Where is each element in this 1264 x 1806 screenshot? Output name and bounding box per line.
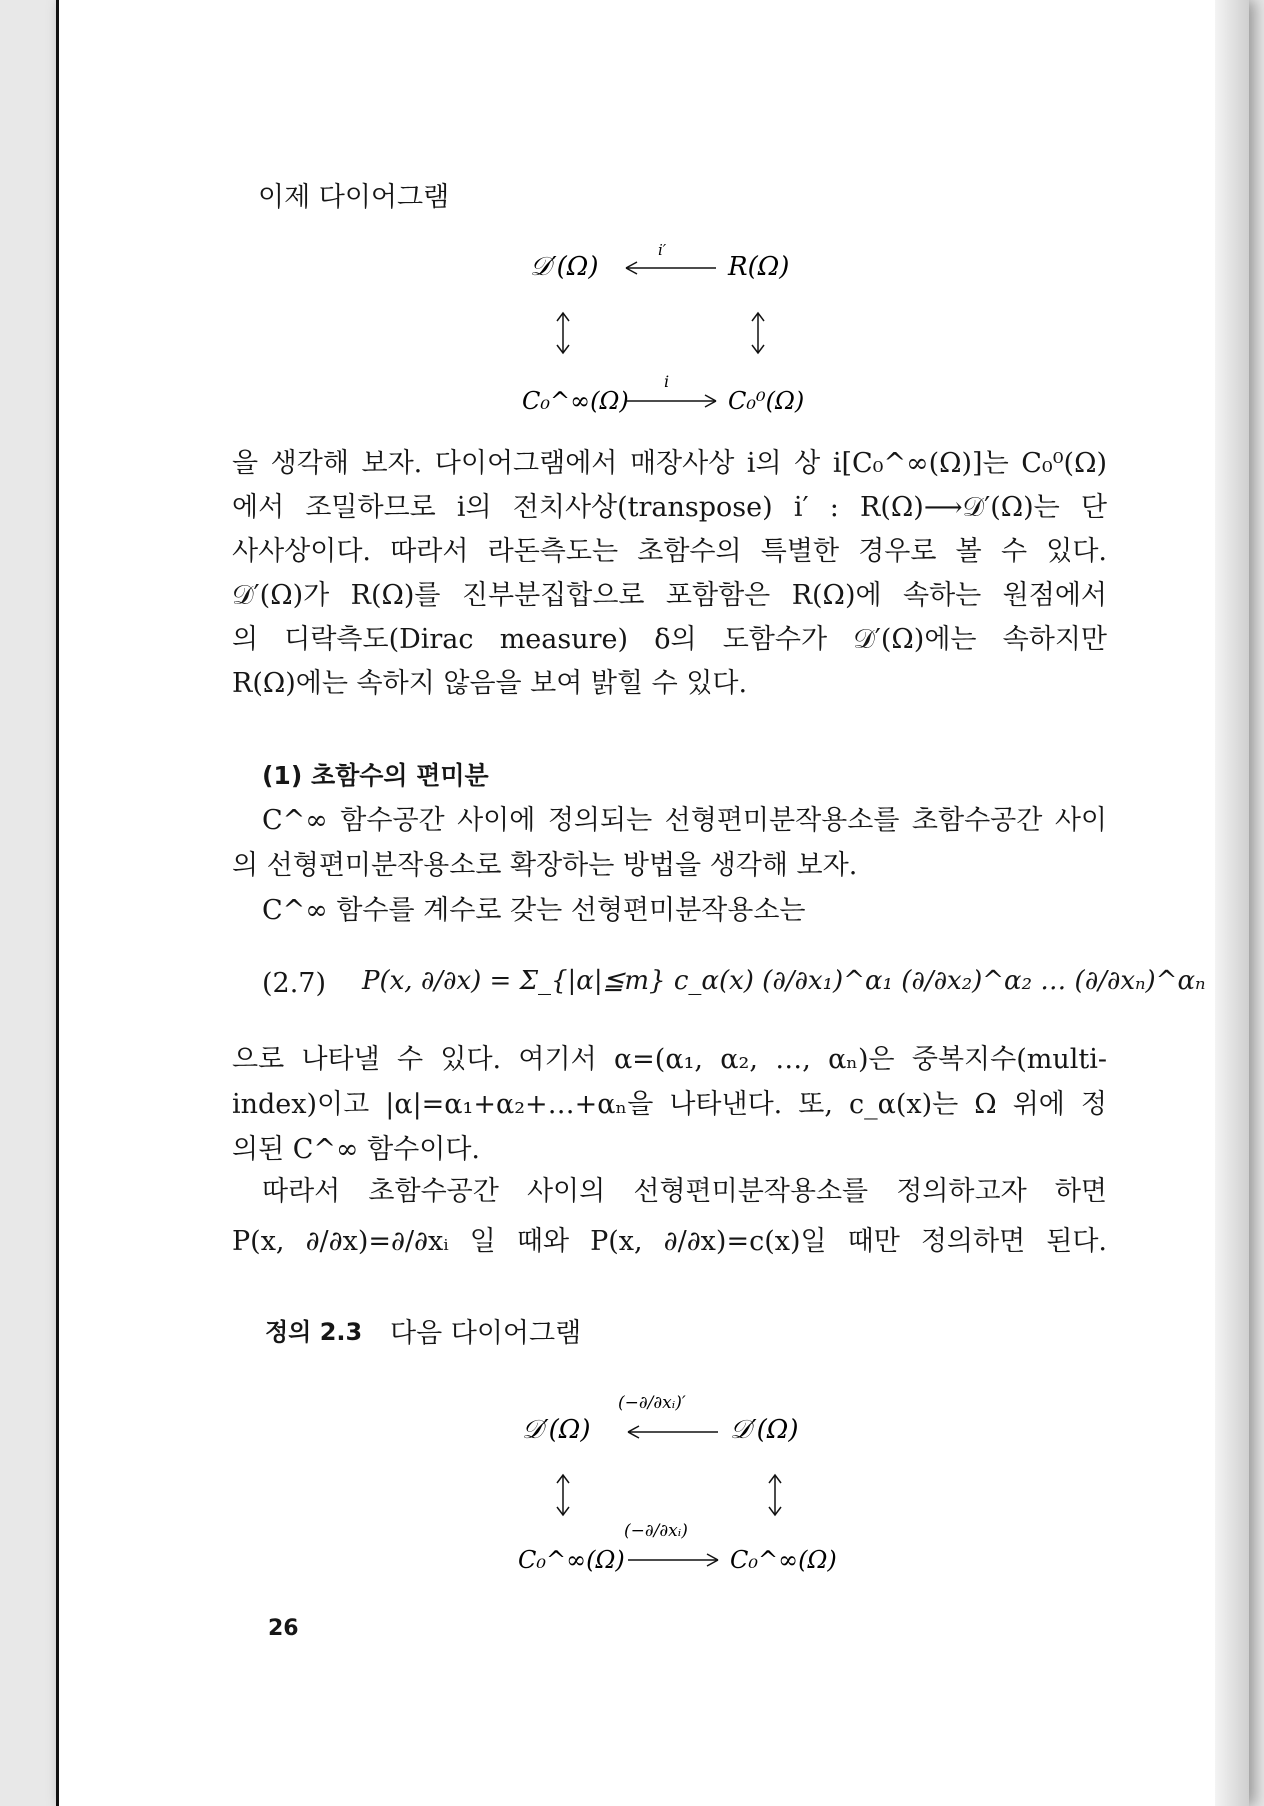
diagram2-top-left: 𝒟′(Ω) — [522, 1415, 591, 1445]
diagram1-top-arrow-label: i′ — [658, 241, 667, 259]
paragraph4-line: P(x, ∂/∂x)=∂/∂xᵢ 일 때와 P(x, ∂/∂x)=c(x)일 때만 정의하면 된다. — [232, 1226, 1107, 1257]
page-edge — [1215, 0, 1249, 1806]
equation-number: (2.7) — [262, 968, 327, 999]
diagram1-top-arrow — [626, 262, 716, 274]
paragraph1-line: 사사상이다. 따라서 라돈측도는 초함수의 특별한 경우로 볼 수 있다. — [232, 536, 1107, 567]
diagram1-top-right: R(Ω) — [728, 252, 790, 282]
definition-label: 정의 2.3 — [265, 1318, 363, 1346]
paragraph1-line: R(Ω)에는 속하지 않음을 보여 밝힐 수 있다. — [232, 668, 748, 699]
diagram2-top-arrow-label: (−∂/∂xᵢ)′ — [618, 1393, 686, 1413]
diagram2-bottom-right: C₀^∞(Ω) — [730, 1546, 837, 1574]
paragraph1-line: 의 디락측도(Dirac measure) δ의 도함수가 𝒟′(Ω)에는 속하지만 — [232, 624, 1107, 655]
diagram1-bottom-left: C₀^∞(Ω) — [522, 387, 629, 415]
paragraph2-line: C^∞ 함수를 계수로 갖는 선형편미분작용소는 — [262, 895, 806, 926]
paragraph3-line: 으로 나타낼 수 있다. 여기서 α=(α₁, α₂, …, αₙ)은 중복지수(multi- — [232, 1044, 1107, 1075]
diagram-1 — [500, 235, 840, 435]
diagram1-bottom-arrow-label: i — [664, 372, 670, 391]
paragraph4-line: 따라서 초함수공간 사이의 선형편미분작용소를 정의하고자 하면 — [262, 1176, 1107, 1207]
page-number: 26 — [268, 1616, 299, 1641]
diagram2-top-right: 𝒟′(Ω) — [730, 1415, 799, 1445]
diagram1-bottom-arrow — [626, 395, 716, 407]
diagram-2 — [500, 1370, 840, 1600]
diagram1-left-vertical-arrow — [557, 313, 569, 353]
diagram2-top-arrow — [628, 1426, 718, 1438]
paragraph1-line: 을 생각해 보자. 다이어그램에서 매장사상 i의 상 i[C₀^∞(Ω)]는 C₀⁰(Ω) — [232, 448, 1107, 479]
section-heading: (1) 초함수의 편미분 — [262, 761, 489, 790]
intro-text: 이제 다이어그램 — [258, 182, 450, 213]
diagram1-top-left: 𝒟′(Ω) — [530, 252, 599, 282]
paragraph3-line: index)이고 |α|=α₁+α₂+…+αₙ을 나타낸다. 또, c_α(x)는 Ω 위에 정 — [232, 1089, 1107, 1120]
paragraph1-line: 에서 조밀하므로 i의 전치사상(transpose) i′ : R(Ω)⟶𝒟′(Ω)는 단 — [232, 492, 1107, 523]
diagram1-right-vertical-arrow — [752, 313, 764, 353]
paragraph1-line: 𝒟′(Ω)가 R(Ω)를 진부분집합으로 포함함은 R(Ω)에 속하는 원점에서 — [232, 580, 1107, 611]
paragraph2-line: 의 선형편미분작용소로 확장하는 방법을 생각해 보자. — [232, 850, 858, 881]
paragraph3-line: 의된 C^∞ 함수이다. — [232, 1134, 481, 1165]
diagram2-left-vertical-arrow — [557, 1475, 569, 1515]
diagram2-right-vertical-arrow — [769, 1475, 781, 1515]
diagram2-bottom-left: C₀^∞(Ω) — [518, 1546, 625, 1574]
diagram2-bottom-arrow — [628, 1554, 718, 1566]
paragraph2-line: C^∞ 함수공간 사이에 정의되는 선형편미분작용소를 초함수공간 사이 — [262, 805, 1107, 836]
definition-text: 다음 다이어그램 — [390, 1318, 582, 1349]
diagram2-bottom-arrow-label: (−∂/∂xᵢ) — [624, 1521, 688, 1541]
equation-2-7: P(x, ∂/∂x) = Σ_{|α|≦m} c_α(x) (∂/∂x₁)^α₁ (∂/∂x₂)^α₂ … (∂/∂xₙ)^αₙ — [362, 966, 1206, 996]
diagram1-bottom-right: C₀⁰(Ω) — [728, 387, 805, 415]
